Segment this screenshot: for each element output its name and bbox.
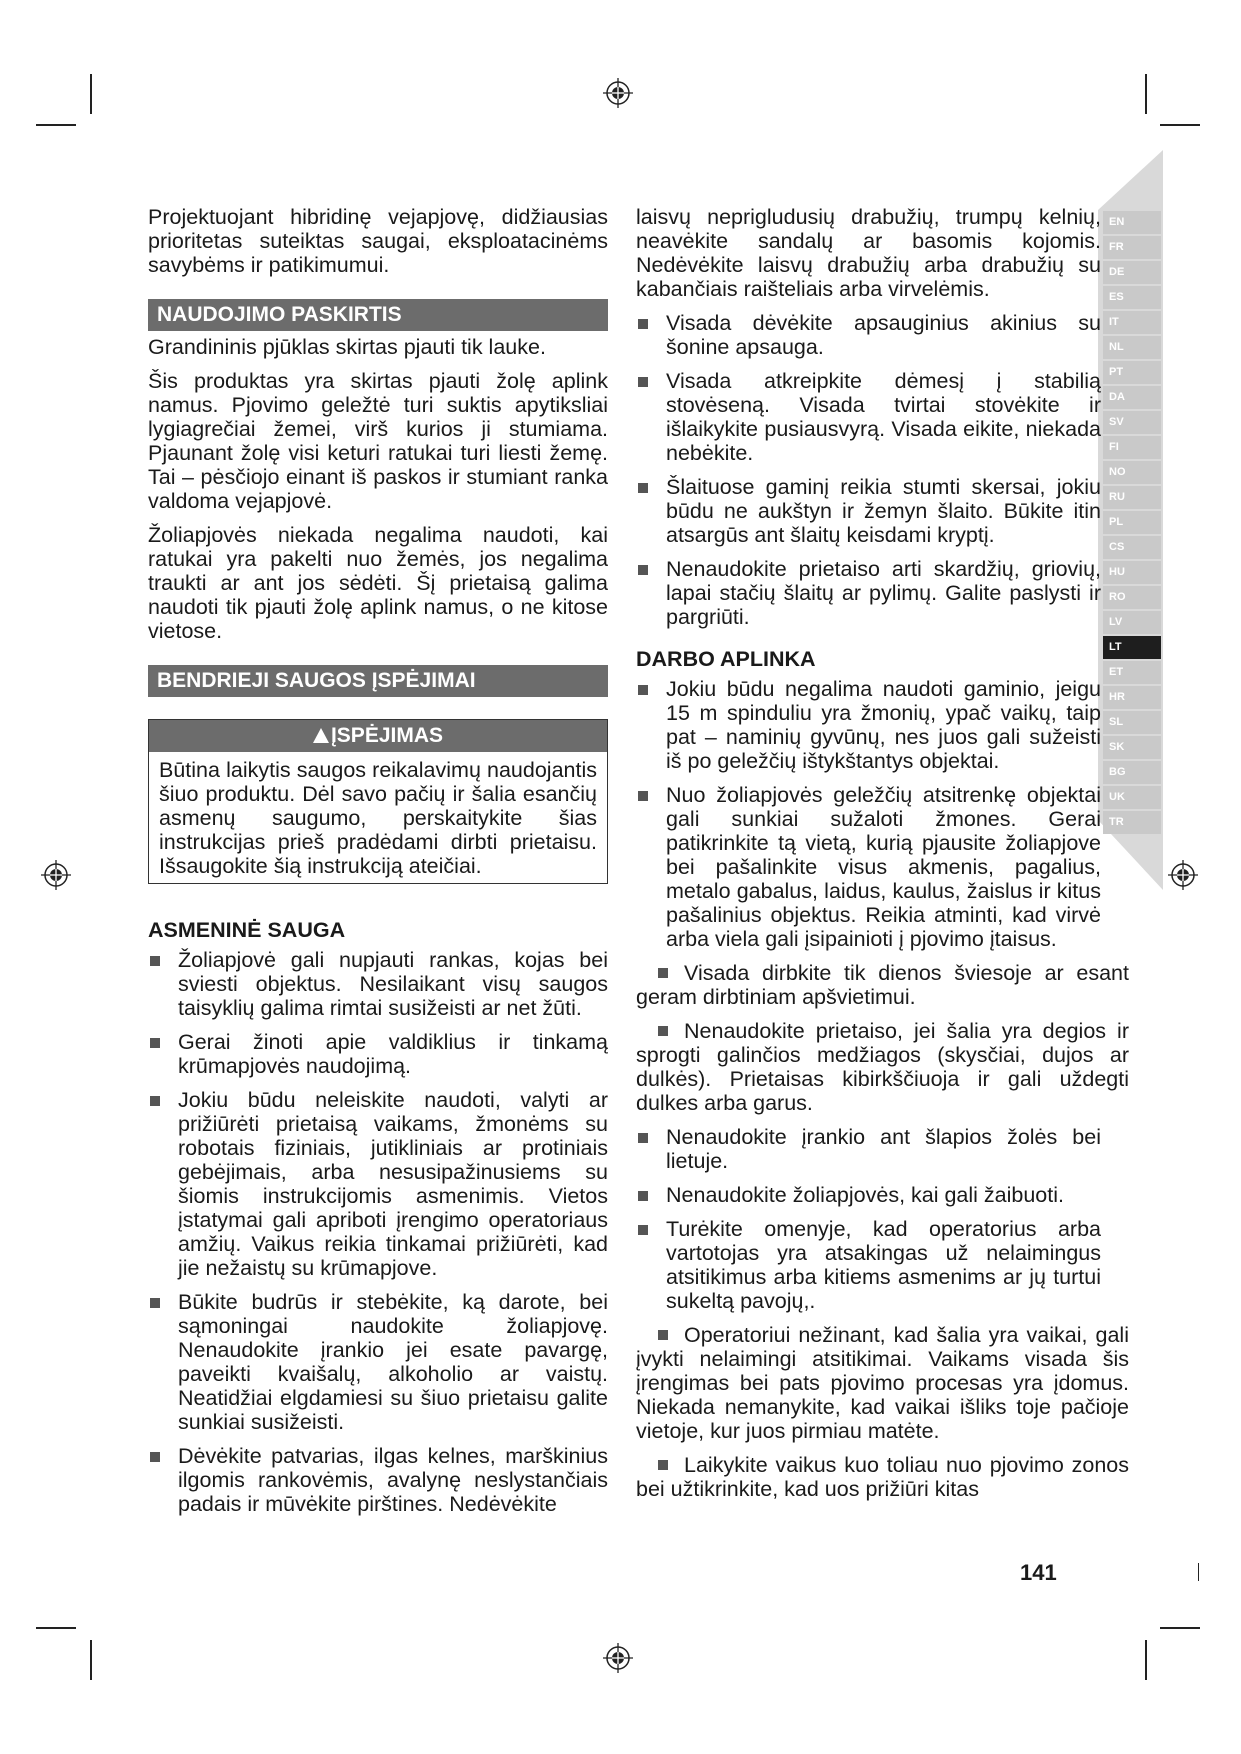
- lang-tab-nl[interactable]: NL: [1103, 336, 1161, 359]
- lang-tab-bg[interactable]: BG: [1103, 761, 1161, 784]
- bullet-square-icon: [658, 1460, 668, 1470]
- lang-tab-pt[interactable]: PT: [1103, 361, 1161, 384]
- lang-tab-ru[interactable]: RU: [1103, 486, 1161, 509]
- list-item: Jokiu būdu negalima naudoti gaminio, jeigu 15 m spinduliu yra žmonių, ypač vaikų, taip pat – naminių gyvūnų, nes juos gali sužeisti iš po geležčių ištykštantys objektai.: [636, 677, 1101, 773]
- lang-tab-es[interactable]: ES: [1103, 286, 1161, 309]
- list-item: Nenaudokite žoliapjovės, kai gali žaibuoti.: [636, 1183, 1101, 1207]
- crop-mark: [36, 124, 76, 126]
- list-item: Šlaituose gaminį reikia stumti skersai, jokiu būdu ne aukštyn ir žemyn šlaito. Būkite itin atsargūs ant šlaitų keisdami kryptį.: [636, 475, 1101, 547]
- registration-mark-icon: [41, 860, 71, 890]
- bullet-list: [148, 948, 608, 1516]
- list-item-text: Nenaudokite prietaiso, jei šalia yra degios ir sprogti galinčios medžiagos (skysčiai, dujos ar dulkės). Prietaisas kibirkščiuoja ir gali uždegti dulkes arba garus.: [636, 1019, 1129, 1115]
- crop-mark: [1145, 1640, 1147, 1680]
- list-item: Visada atkreipkite dėmesį į stabilią stovėseną. Visada tvirtai stovėkite ir išlaikykite pusiausvyrą. Visada eikite, niekada nebėkite.: [636, 369, 1101, 465]
- continuation-paragraph: laisvų neprigludusių drabužių, trumpų kelnių, neavėkite sandalų ar basomis kojomis. Nedėvėkite laisvų drabužių arba drabužių su kabančiais raišteliais arba virvelėmis.: [636, 205, 1101, 301]
- bullet-list: [636, 311, 1101, 629]
- lang-tab-tr[interactable]: TR: [1103, 811, 1161, 834]
- subsection-heading-personal-safety: ASMENINĖ SAUGA: [148, 918, 346, 942]
- crop-mark: [36, 1627, 76, 1629]
- list-item: Gerai žinoti apie valdiklius ir tinkamą krūmapjovės naudojimą.: [148, 1030, 608, 1078]
- lang-tab-sv[interactable]: SV: [1103, 411, 1161, 434]
- lang-tab-fi[interactable]: FI: [1103, 436, 1161, 459]
- list-item-text: Operatoriui nežinant, kad šalia yra vaikai, gali įvykti nelaimingi atsitikimai. Vaikams visada šis įrengimas bei pats pjovimo procesas yra įdomus. Niekada nemanykite, kad vaikai išliks toje pačioje vietoje, kur juos pirmiau matėte.: [636, 1323, 1129, 1443]
- paragraph: Šis produktas yra skirtas pjauti žolę aplink namus. Pjovimo geležtė turi suktis apytiksliai lygiagrečiai žemei, virš kurios ji stumiama. Pjaunant žolę visi keturi ratukai turi liesti žemę. Tai – pėsčiojo einant iš paskos ir stumiant ranka valdoma vejapjovė.: [148, 369, 608, 513]
- registration-mark-icon: [603, 1643, 633, 1673]
- crop-mark: [1160, 1627, 1200, 1629]
- list-item: Dėvėkite patvarias, ilgas kelnes, marškinius ilgomis rankovėmis, avalynę neslystančiais padais ir mūvėkite pirštines. Nedėvėkite: [148, 1444, 608, 1516]
- crop-mark: [1198, 1563, 1199, 1581]
- paragraph: Grandininis pjūklas skirtas pjauti tik lauke.: [148, 335, 546, 359]
- lang-tab-da[interactable]: DA: [1103, 386, 1161, 409]
- lang-tab-cs[interactable]: CS: [1103, 536, 1161, 559]
- list-item: Turėkite omenyje, kad operatorius arba vartotojas yra atsakingas už nelaimingus atsitikimus arba kitiems asmenims ar jų turtui sukeltą pavojų,.: [636, 1217, 1101, 1313]
- intro-paragraph: Projektuojant hibridinę vejapjovę, didžiausias prioritetas suteiktas saugai, eksploatacinėms savybėms ir patikimumui.: [148, 205, 608, 277]
- list-item: Būkite budrūs ir stebėkite, ką darote, bei sąmoningai naudokite žoliapjovę. Nenaudokite įrankio jei esate pavargę, paveikti kvaišalų, alkoholio ar vaistų. Neatidžiai elgdamiesi su šiuo prietaisu galite sunkiai susižeisti.: [148, 1290, 608, 1434]
- list-item-text: Laikykite vaikus kuo toliau nuo pjovimo zonos bei užtikrinkite, kad uos prižiūri kitas: [636, 1453, 1129, 1501]
- page-number: 141: [1020, 1560, 1057, 1585]
- warning-title: ĮSPĖJIMAS: [330, 724, 444, 747]
- list-item: Jokiu būdu neleiskite naudoti, valyti ar prižiūrėti prietaisą vaikams, žmonėms su robotais fiziniais, jutikliniais ar protiniais gebėjimais, arba nesusipažinusiems su šiomis instrukcijomis asmenimis. Vietos įstatymai gali apriboti įrengimo operatoriaus amžių. Vaikus reikia tinkamai prižiūrėti, kad jie nežaistų su krūmapjove.: [148, 1088, 608, 1280]
- subsection-heading-work-area: DARBO APLINKA: [636, 647, 816, 671]
- list-item: Nenaudokite įrankio ant šlapios žolės bei lietuje.: [636, 1125, 1101, 1173]
- section-heading-general-safety: BENDRIEJI SAUGOS ĮSPĖJIMAI: [148, 665, 608, 697]
- list-item: Žoliapjovė gali nupjauti rankas, kojas bei sviesti objektus. Nesilaikant visų saugos taisyklių galima rimtai susižeisti ar net žūti.: [148, 948, 608, 1020]
- lang-tab-hr[interactable]: HR: [1103, 686, 1161, 709]
- lang-tab-de[interactable]: DE: [1103, 261, 1161, 284]
- lang-tab-en[interactable]: EN: [1103, 211, 1161, 234]
- bullet-square-icon: [658, 968, 668, 978]
- list-item: [636, 961, 1129, 1009]
- warning-box: [148, 719, 608, 884]
- list-item-text: Visada dirbkite tik dienos šviesoje ar esant geram dirbtiniam apšvietimui.: [636, 961, 1129, 1009]
- warning-triangle-icon: [313, 728, 329, 743]
- warning-header: [149, 720, 607, 752]
- bullet-square-icon: [658, 1026, 668, 1036]
- lang-tab-ro[interactable]: RO: [1103, 586, 1161, 609]
- lang-tab-sk[interactable]: SK: [1103, 736, 1161, 759]
- paragraph: Žoliapjovės niekada negalima naudoti, kai ratukai yra pakelti nuo žemės, jos negalima traukti ar ant jos sėdėti. Šį prietaisą galima naudoti tik pjauti žolę aplink namus, o ne kitose vietose.: [148, 523, 608, 643]
- left-column: [148, 205, 608, 1526]
- crop-mark: [1145, 74, 1147, 114]
- crop-mark: [90, 74, 92, 114]
- list-item: [636, 1453, 1129, 1501]
- registration-mark-icon: [1168, 860, 1198, 890]
- section-heading-intended-use: NAUDOJIMO PASKIRTIS: [148, 299, 608, 331]
- lang-tab-pl[interactable]: PL: [1103, 511, 1161, 534]
- bullet-square-icon: [658, 1330, 668, 1340]
- crop-mark: [1160, 124, 1200, 126]
- lang-tab-lv[interactable]: LV: [1103, 611, 1161, 634]
- lang-tab-lt-active[interactable]: LT: [1103, 636, 1161, 659]
- list-item: Nuo žoliapjovės geležčių atsitrenkę objektai gali sunkiai sužaloti žmones. Gerai patikrinkite tą vietą, kurią pjausite žoliapjove bei pašalinkite visus akmenis, pagalius, metalo gabalus, laidus, kaulus, žaislus ir kitus pašalinius objektus. Reikia atminti, kad virvė arba viela gali įsipainioti į pjovimo įtaisus.: [636, 783, 1101, 951]
- list-item: [636, 1323, 1129, 1443]
- lang-tab-no[interactable]: NO: [1103, 461, 1161, 484]
- lang-tab-sl[interactable]: SL: [1103, 711, 1161, 734]
- lang-tab-uk[interactable]: UK: [1103, 786, 1161, 809]
- warning-text: Būtina laikytis saugos reikalavimų naudojantis šiuo produktu. Dėl savo pačių ir šalia esančių asmenų saugumo, perskaitykite šias instrukcijas prieš pradėdami dirbti prietaisu. Išsaugokite šią instrukciją ateičiai.: [159, 758, 597, 878]
- list-item: [636, 1019, 1129, 1115]
- registration-mark-icon: [603, 78, 633, 108]
- lang-tab-hu[interactable]: HU: [1103, 561, 1161, 584]
- list-item: Visada dėvėkite apsauginius akinius su šonine apsauga.: [636, 311, 1101, 359]
- crop-mark: [90, 1640, 92, 1680]
- lang-tab-fr[interactable]: FR: [1103, 236, 1161, 259]
- language-tabs: [1103, 211, 1161, 836]
- lang-tab-et[interactable]: ET: [1103, 661, 1161, 684]
- list-item: Nenaudokite prietaiso arti skardžių, griovių, lapai stačių šlaitų ar pylimų. Galite paslysti ir pargriūti.: [636, 557, 1101, 629]
- lang-tab-it[interactable]: IT: [1103, 311, 1161, 334]
